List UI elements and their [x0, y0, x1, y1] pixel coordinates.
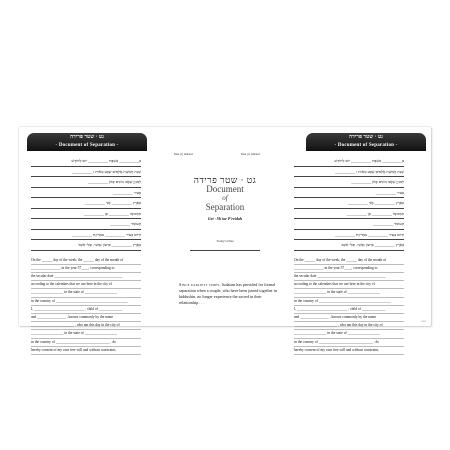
- hebrew-line: בְּאֶרֶץ __________ אֲנִי __________: [294, 199, 404, 209]
- title-of: of: [222, 194, 228, 202]
- english-line: hereby consent of my own free will and without constraint,: [31, 347, 141, 355]
- hebrew-line: שְׁנַת חֲמֵשֶׁת אֲלָפִים שֶׁבַע מֵאוֹת ז __________: [31, 168, 141, 178]
- initiated-note-right: Man (1) initiated: [241, 153, 260, 156]
- english-line: according to the calendars that we use here in the city of: [294, 281, 404, 289]
- english-line: and ________________ , known commonly by the name: [294, 314, 404, 322]
- intro-smallcaps: Since earliest times,: [179, 282, 221, 287]
- hebrew-line: שְׁנַת חֲמֵשֶׁת אֲלָפִים שֶׁבַע מֵאוֹת ז __________: [294, 168, 404, 178]
- english-line: ________________, in the year 57____, corresponding to: [294, 265, 404, 273]
- hebrew-line: בְּאֶרֶץ __________ בִּרְצוֹן נַפְשִׁי, וּבְלִי אוֹנֶס: [31, 241, 141, 251]
- hebrew-line: הָעוֹמֵד __________: [31, 220, 141, 230]
- intro-paragraph: [179, 282, 277, 306]
- hebrew-line: בְּעִיר __________: [294, 189, 404, 199]
- english-line: On the ______ day of the week, the ______ day of the month of: [31, 257, 141, 265]
- hebrew-line: לְמִנְיָן שֶׁאֲנוּ מוֹנִים כָּאן __________: [31, 178, 141, 188]
- hebrew-line: הַיּוֹם בְּעִיר __________ בִּמְדִינַת __________: [31, 231, 141, 241]
- english-line: in the country of ________________________________________: [31, 298, 141, 306]
- separation-document: [19, 127, 431, 352]
- hebrew-line: הַמְּכוּנֶה __________ בֶּן __________: [294, 210, 404, 220]
- english-line: hereby consent of my own free will and without constraint,: [294, 347, 404, 355]
- english-line: ________________________ , who am this day in the city of: [31, 322, 141, 330]
- hebrew-line: בְּ__________ בְּשַׁבָּת __________ יוֹם לְחוֹדֶשׁ: [31, 157, 141, 167]
- left-form-column: [31, 157, 141, 355]
- header-bar-left: [27, 133, 147, 151]
- english-line: On the ______ day of the week, the ______ day of the month of: [294, 257, 404, 265]
- header-hebrew-left: גט · שטר פרידה: [70, 134, 104, 140]
- english-line: __________________ in the state of __________________: [294, 289, 404, 297]
- center-panel: [169, 157, 281, 251]
- english-line: and ________________ , known commonly by the name: [31, 314, 141, 322]
- header-english-right: - Document of Separation -: [334, 143, 398, 148]
- todays-date-label: Today's Date: [216, 239, 234, 243]
- hebrew-line: בְּ__________ בְּשַׁבָּת __________ יוֹם לְחוֹדֶשׁ: [294, 157, 404, 167]
- header-bar-right: [306, 133, 426, 151]
- hebrew-line: בְּאֶרֶץ __________ אֲנִי __________: [31, 199, 141, 209]
- hebrew-line: בְּאֶרֶץ __________ בִּרְצוֹן נַפְשִׁי, וּבְלִי אוֹנֶס: [294, 241, 404, 251]
- hebrew-line: הָעוֹמֵד __________: [294, 220, 404, 230]
- hebrew-line: לְמִנְיָן שֶׁאֲנוּ מוֹנִים כָּאן __________: [294, 178, 404, 188]
- intro-text: Judaism has provided for formal separation when a couple, who have been joined together in kiddushin, no longer experience the sacred in their relationship . . .: [179, 282, 277, 305]
- english-line: according to the calendars that we use here in the city of: [31, 281, 141, 289]
- english-line: the secular date ______________________________________: [31, 273, 141, 281]
- hebrew-title: גט · שטר פרידה: [193, 175, 257, 185]
- header-hebrew-right: גט · שטר פרידה: [349, 134, 383, 140]
- english-line: ________________________ , who am this day in the city of: [294, 322, 404, 330]
- header-english-left: - Document of Separation -: [55, 143, 119, 148]
- english-line: the secular date ______________________________________: [294, 273, 404, 281]
- english-line: ________________, in the year 57____, corresponding to: [31, 265, 141, 273]
- english-line: in the country of ______________________________ , do: [294, 339, 404, 347]
- title-separation: Separation: [205, 202, 245, 212]
- english-line: __________________ in the state of __________________: [294, 330, 404, 338]
- english-line: __________________ in the state of __________________: [31, 289, 141, 297]
- english-line: __________________ in the state of __________________: [31, 330, 141, 338]
- english-line: in the country of ______________________________ , do: [31, 339, 141, 347]
- english-line: I, ____________________________ , child of _____________: [31, 306, 141, 314]
- initiated-note-left: Man (1) initiated: [174, 153, 193, 156]
- hebrew-line: הַמְּכוּנֶה __________ בֶּן __________: [31, 210, 141, 220]
- right-form-column: [294, 157, 404, 355]
- english-line: in the country of ________________________________________: [294, 298, 404, 306]
- hebrew-line: בְּעִיר __________: [31, 189, 141, 199]
- english-line: I, ____________________________ , child of _____________: [294, 306, 404, 314]
- title-document: Document: [206, 184, 244, 194]
- hebrew-line: הַיּוֹם בְּעִיר __________ בִּמְדִינַת __________: [294, 231, 404, 241]
- subtitle: Get · Sh'tar P'reidah: [207, 216, 243, 221]
- todays-date-line: [190, 250, 260, 251]
- page-code: 1303: [421, 320, 426, 323]
